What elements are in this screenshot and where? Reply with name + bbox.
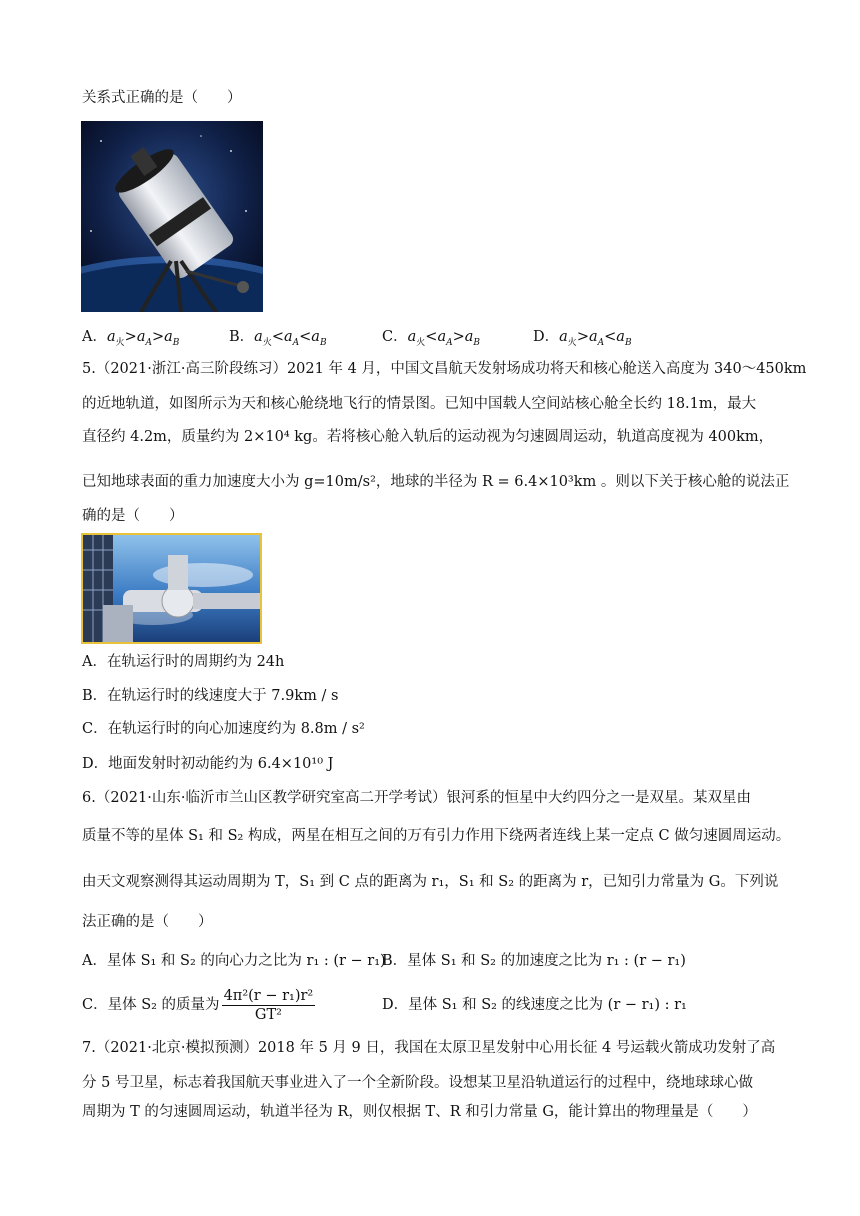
q5-option-a[interactable]: A．在轨运行时的周期约为 24h bbox=[82, 654, 285, 670]
q5-option-b[interactable]: B．在轨运行时的线速度大于 7.9km / s bbox=[82, 688, 339, 704]
space-station-image bbox=[81, 533, 262, 644]
telescope-image bbox=[81, 121, 263, 312]
q6-stem-line1: 6.（2021·山东·临沂市兰山区教学研究室高二开学考试）银河系的恒星中大约四分之一是双星。某双星由 bbox=[82, 790, 751, 806]
q6-option-c-numerator: 4π²(r − r₁)r² bbox=[223, 987, 314, 1004]
q7-stem-line3: 周期为 T 的匀速圆周运动，轨道半径为 R，则仅根据 T、R 和引力常量 G，能计算出的物理量是（ ） bbox=[82, 1104, 757, 1120]
q4-option-d[interactable]: D．$a_火>a_A<a_B$ bbox=[533, 329, 632, 348]
q5-option-d[interactable]: D．地面发射时初动能约为 6.4×10¹⁰ J bbox=[82, 756, 334, 772]
q6-option-d[interactable]: D．星体 S₁ 和 S₂ 的线速度之比为 (r − r₁) : r₁ bbox=[382, 997, 687, 1013]
q6-stem-line2: 质量不等的星体 S₁ 和 S₂ 构成，两星在相互之间的万有引力作用下绕两者连线上某一定点 C 做匀速圆周运动。 bbox=[82, 828, 791, 844]
q6-stem-line3: 由天文观察测得其运动周期为 T，S₁ 到 C 点的距离为 r₁，S₁ 和 S₂ 的距离为 r，已知引力常量为 G。下列说 bbox=[82, 874, 779, 890]
q4-option-b[interactable]: B．$a_火<a_A<a_B$ bbox=[229, 329, 327, 348]
q5-stem-line4: 已知地球表面的重力加速度大小为 g=10m/s²，地球的半径为 R = 6.4×10³km 。则以下关于核心舱的说法正 bbox=[82, 474, 790, 490]
q6-option-b[interactable]: B．星体 S₁ 和 S₂ 的加速度之比为 r₁ : (r − r₁) bbox=[382, 953, 686, 969]
q6-option-a[interactable]: A．星体 S₁ 和 S₂ 的向心力之比为 r₁ : (r − r₁) bbox=[82, 953, 386, 969]
q5-stem-line3: 直径约 4.2m，质量约为 2×10⁴ kg。若将核心舱入轨后的运动视为匀速圆周运动，轨道高度视为 400km， bbox=[82, 429, 774, 445]
q5-option-c[interactable]: C．在轨运行时的向心加速度约为 8.8m / s² bbox=[82, 721, 365, 737]
intro-line: 关系式正确的是（ ） bbox=[82, 90, 242, 106]
q6-option-c-denominator: GT² bbox=[254, 1006, 282, 1023]
q5-stem-line1: 5.（2021·浙江·高三阶段练习）2021 年 4 月，中国文昌航天发射场成功将天和核心舱送入高度为 340～450km bbox=[82, 361, 807, 377]
q5-stem-line2: 的近地轨道，如图所示为天和核心舱绕地飞行的情景图。已知中国载人空间站核心舱全长约 18.1m，最大 bbox=[82, 396, 757, 412]
q4-option-c[interactable]: C．$a_火<a_A>a_B$ bbox=[382, 329, 481, 348]
q6-option-c[interactable] bbox=[82, 986, 317, 1024]
q6-option-c-prefix: C．星体 S₂ 的质量为 bbox=[82, 997, 220, 1013]
q6-stem-line4: 法正确的是（ ） bbox=[82, 914, 213, 930]
q7-stem-line1: 7.（2021·北京·模拟预测）2018 年 5 月 9 日，我国在太原卫星发射中心用长征 4 号运载火箭成功发射了高 bbox=[82, 1040, 776, 1056]
q7-stem-line2: 分 5 号卫星，标志着我国航天事业进入了一个全新阶段。设想某卫星沿轨道运行的过程中，绕地球球心做 bbox=[82, 1075, 753, 1091]
q6-option-c-fraction bbox=[222, 987, 316, 1024]
q4-option-a[interactable]: A．$a_火>a_A>a_B$ bbox=[82, 329, 180, 348]
q5-stem-line5: 确的是（ ） bbox=[82, 508, 184, 524]
